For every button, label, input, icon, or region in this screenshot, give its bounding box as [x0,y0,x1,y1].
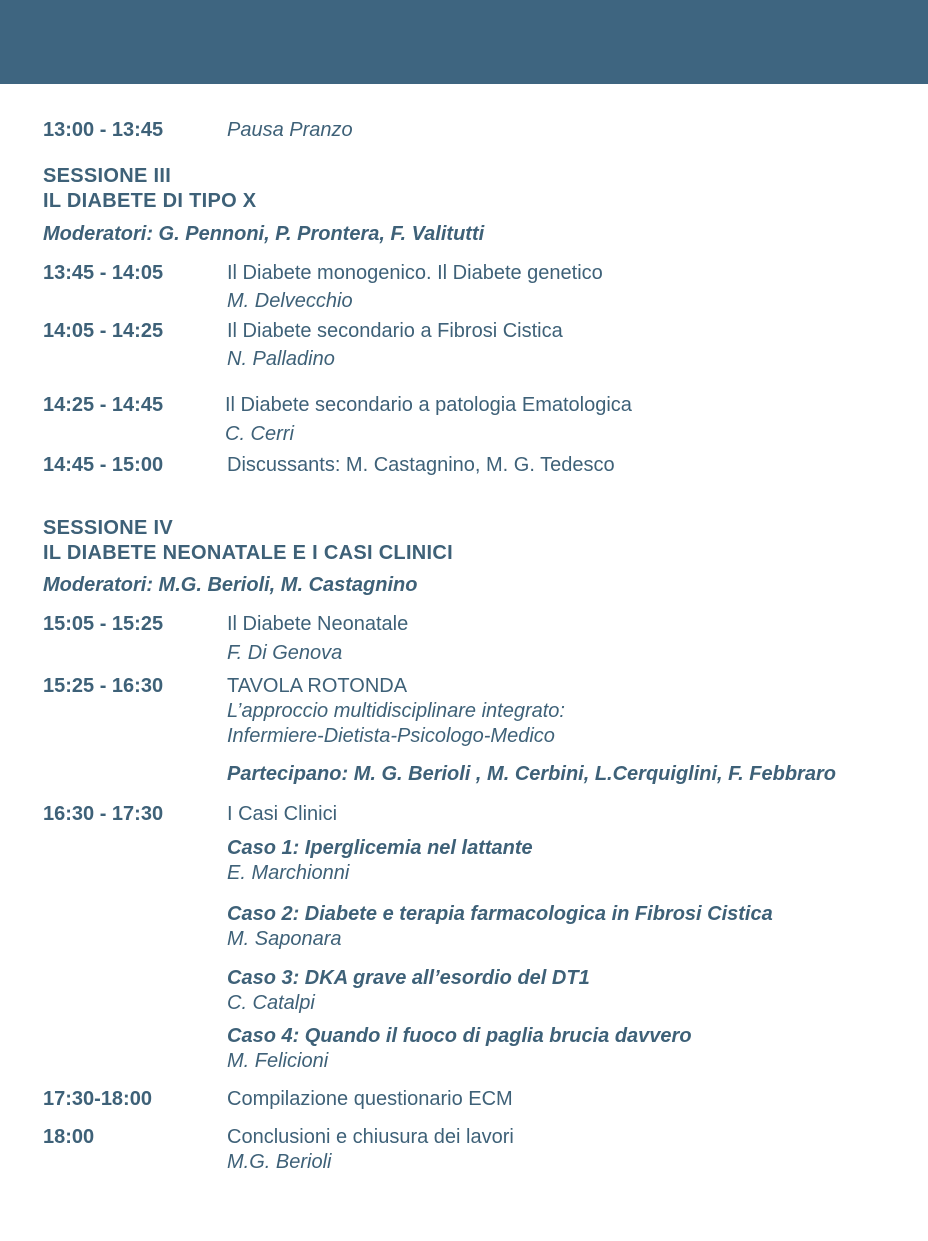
lunch-time: 13:00 - 13:45 [43,119,164,141]
session3-item2-time: 14:05 - 14:25 [43,320,164,342]
roundtable-time: 15:25 - 16:30 [43,675,164,697]
session4-moderators: Moderatori: M.G. Berioli, M. Castagnino [43,574,418,596]
roundtable-participants: Partecipano: M. G. Berioli , M. Cerbini, L.Cerquiglini, F. Febbraro [227,763,836,785]
session3-item1-speaker: M. Delvecchio [227,290,353,312]
cases-title: I Casi Clinici [227,803,338,825]
session3-item2-title: Il Diabete secondario a Fibrosi Cistica [227,320,563,342]
case1-title: Caso 1: Iperglicemia nel lattante [227,837,533,859]
roundtable-subtitle-line2: Infermiere-Dietista-Psicologo-Medico [227,725,555,747]
session3-item3-time: 14:25 - 14:45 [43,394,164,416]
closing-title: Conclusioni e chiusura dei lavori [227,1126,514,1148]
session3-item1-time: 13:45 - 14:05 [43,262,164,284]
session3-label: SESSIONE III [43,165,172,187]
case2-speaker: M. Saponara [227,928,342,950]
session3-item4-title: Discussants: M. Castagnino, M. G. Tedesco [227,454,615,476]
cases-time: 16:30 - 17:30 [43,803,164,825]
session4-title: IL DIABETE NEONATALE E I CASI CLINICI [43,542,454,564]
lunch-title: Pausa Pranzo [227,119,353,141]
neonatal-title: Il Diabete Neonatale [227,613,409,635]
case4-title: Caso 4: Quando il fuoco di paglia brucia davvero [227,1025,692,1047]
neonatal-speaker: F. Di Genova [227,642,343,664]
session3-moderators: Moderatori: G. Pennoni, P. Prontera, F. Valitutti [43,223,485,245]
top-banner [0,0,928,84]
case3-title: Caso 3: DKA grave all’esordio del DT1 [227,967,590,989]
case3-speaker: C. Catalpi [227,992,315,1014]
session3-item3-title: Il Diabete secondario a patologia Ematologica [225,394,632,416]
closing-speaker: M.G. Berioli [227,1151,332,1173]
case4-speaker: M. Felicioni [227,1050,329,1072]
session3-item2-speaker: N. Palladino [227,348,335,370]
session3-item1-title: Il Diabete monogenico. Il Diabete genetico [227,262,603,284]
session3-title: IL DIABETE DI TIPO X [43,190,257,212]
ecm-time: 17:30-18:00 [43,1088,152,1110]
ecm-title: Compilazione questionario ECM [227,1088,513,1110]
case1-speaker: E. Marchionni [227,862,350,884]
session3-item4-time: 14:45 - 15:00 [43,454,164,476]
roundtable-title: TAVOLA ROTONDA [227,675,408,697]
case2-title: Caso 2: Diabete e terapia farmacologica in Fibrosi Cistica [227,903,773,925]
closing-time: 18:00 [43,1126,95,1148]
session3-item3-speaker: C. Cerri [225,423,294,445]
session4-label: SESSIONE IV [43,517,174,539]
neonatal-time: 15:05 - 15:25 [43,613,164,635]
roundtable-subtitle-line1: L’approccio multidisciplinare integrato: [227,700,565,722]
